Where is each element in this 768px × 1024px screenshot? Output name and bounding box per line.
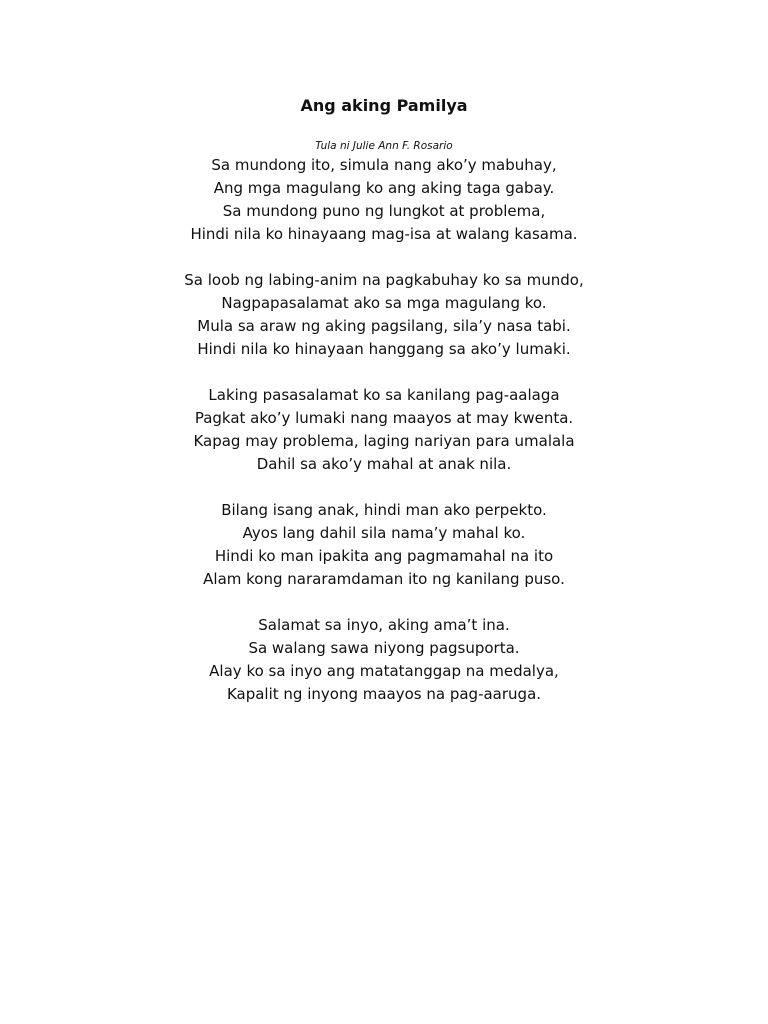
poem-line: Ang mga magulang ko ang aking taga gabay. bbox=[213, 179, 555, 197]
poem-title: Ang aking Pamilya bbox=[300, 96, 468, 115]
poem-line: Sa loob ng labing-anim na pagkabuhay ko sa mundo, bbox=[184, 271, 584, 289]
poem-line: Sa walang sawa niyong pagsuporta. bbox=[248, 639, 520, 657]
poem-line: Dahil sa ako’y mahal at anak nila. bbox=[256, 455, 512, 473]
poem-line: Kapag may problema, laging nariyan para umalala bbox=[193, 432, 575, 450]
poem-line: Laking pasasalamat ko sa kanilang pag-aalaga bbox=[208, 386, 560, 404]
poem-line: Bilang isang anak, hindi man ako perpekto. bbox=[221, 501, 547, 519]
stanza-2 bbox=[0, 269, 768, 361]
poem-line: Salamat sa inyo, aking ama’t ina. bbox=[258, 616, 510, 634]
poem-line: Sa mundong puno ng lungkot at problema, bbox=[222, 202, 546, 220]
poem-body bbox=[0, 154, 768, 729]
poem-author: Tula ni Julie Ann F. Rosario bbox=[315, 140, 453, 152]
poem-line: Mula sa araw ng aking pagsilang, sila’y nasa tabi. bbox=[197, 317, 571, 335]
poem-line: Hindi nila ko hinayaan hanggang sa ako’y lumaki. bbox=[197, 340, 571, 358]
poem-line: Ayos lang dahil sila nama’y mahal ko. bbox=[242, 524, 526, 542]
poem-line: Kapalit ng inyong maayos na pag-aaruga. bbox=[226, 685, 542, 703]
poem-line: Pagkat ako’y lumaki nang maayos at may kwenta. bbox=[194, 409, 574, 427]
poem-line: Alam kong nararamdaman ito ng kanilang puso. bbox=[203, 570, 565, 588]
stanza-4 bbox=[0, 499, 768, 591]
stanza-3 bbox=[0, 384, 768, 476]
poem-line: Hindi nila ko hinayaang mag-isa at walang kasama. bbox=[190, 225, 578, 243]
poem-line: Hindi ko man ipakita ang pagmamahal na ito bbox=[214, 547, 554, 565]
stanza-1 bbox=[0, 154, 768, 246]
stanza-5 bbox=[0, 614, 768, 706]
poem-line: Nagpapasalamat ako sa mga magulang ko. bbox=[221, 294, 547, 312]
poem-line: Sa mundong ito, simula nang ako’y mabuhay, bbox=[211, 156, 557, 174]
poem-line: Alay ko sa inyo ang matatanggap na medalya, bbox=[209, 662, 559, 680]
